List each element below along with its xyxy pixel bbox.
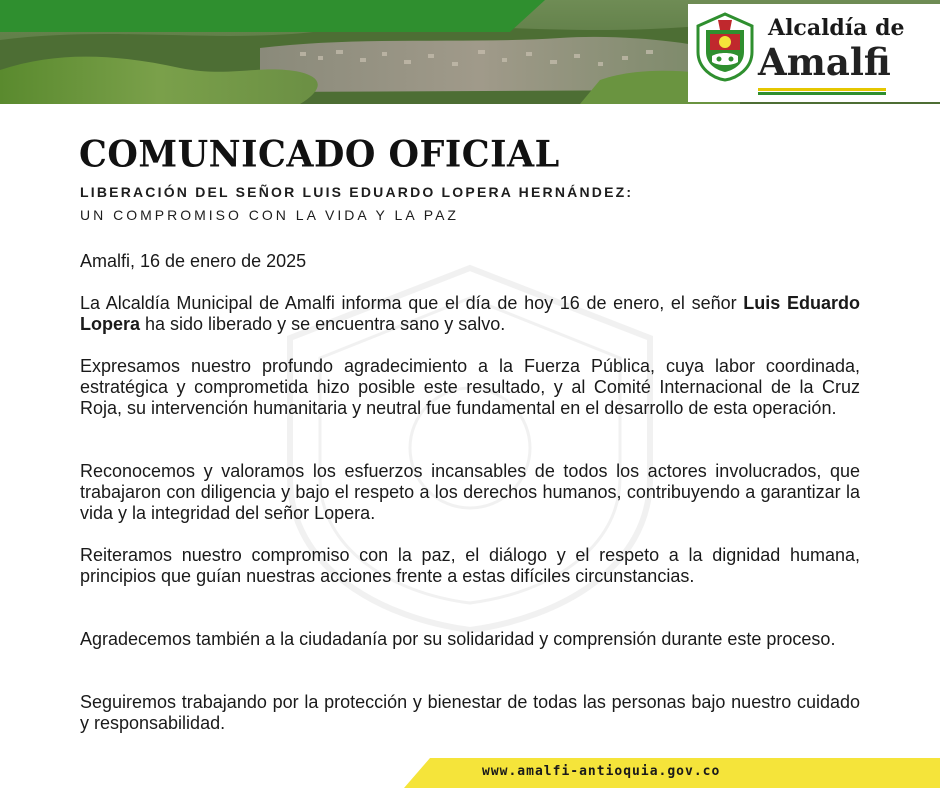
- subtitle-line2: UN COMPROMISO CON LA VIDA Y LA PAZ: [80, 207, 459, 223]
- paragraph-announcement: [80, 293, 860, 335]
- paragraph-text: La Alcaldía Municipal de Amalfi informa que el día de hoy 16 de enero, el señor: [80, 293, 744, 313]
- logo-stripe-green: [758, 92, 886, 95]
- paragraph-recognition: Reconocemos y valoramos los esfuerzos incansables de todos los actores involucrados, que trabajaron con diligencia y bajo el respeto a los derechos humanos, contribuyendo a garantizar la vida y la integridad del señor Lopera.: [80, 461, 860, 523]
- person-name: Luis Eduardo Lopera: [80, 293, 860, 334]
- paragraph-text: ha sido liberado y se encuentra sano y salvo.: [140, 314, 506, 334]
- amalfi-seal-icon: [694, 12, 756, 82]
- logo-text-line1: Alcaldía de: [768, 15, 905, 41]
- logo-text-line2: Amalfi: [758, 40, 891, 84]
- paragraph-gratitude: Expresamos nuestro profundo agradecimiento a la Fuerza Pública, cuya labor coordinada, estratégica y comprometida hizo posible este resultado, y al Comité Internacional de la Cruz Roja, su intervención humanitaria y neutral fue fundamental en el desarrollo de esta operación.: [80, 356, 860, 418]
- paragraph-closing: Seguiremos trabajando por la protección y bienestar de todas las personas bajo nuestro cuidado y responsabilidad.: [80, 692, 860, 733]
- website-link[interactable]: www.amalfi-antioquia.gov.co: [482, 764, 721, 779]
- logo-stripe-yellow: [758, 88, 886, 91]
- paragraph-citizens: Agradecemos también a la ciudadanía por su solidaridad y comprensión durante este proceso.: [80, 629, 836, 649]
- paragraph-commitment: Reiteramos nuestro compromiso con la paz, el diálogo y el respeto a la dignidad humana, principios que guían nuestras acciones frente a estas difíciles circunstancias.: [80, 545, 860, 586]
- subtitle-line1: LIBERACIÓN DEL SEÑOR LUIS EDUARDO LOPERA HERNÁNDEZ:: [80, 184, 634, 200]
- footer-band: [0, 758, 940, 788]
- document-date: Amalfi, 16 de enero de 2025: [80, 251, 307, 271]
- header-banner: [0, 0, 940, 104]
- page-title: COMUNICADO OFICIAL: [79, 132, 560, 177]
